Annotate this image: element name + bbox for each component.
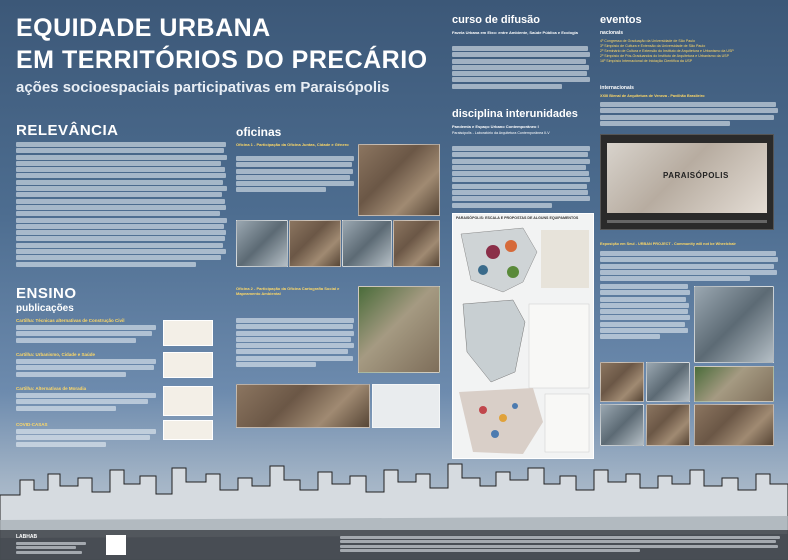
oficina-2-text bbox=[236, 318, 354, 368]
cartilha-3-thumbnail bbox=[163, 386, 213, 416]
oficina-2-group-photo bbox=[236, 384, 370, 428]
exposicao-photo-4 bbox=[600, 404, 644, 446]
video-player[interactable] bbox=[600, 134, 774, 230]
video-progress-bar[interactable] bbox=[607, 220, 767, 223]
title-line-1: EQUIDADE URBANA bbox=[16, 14, 271, 42]
video-title: PARAISÓPOLIS bbox=[663, 171, 729, 180]
cartilha-2-title: Cartilha: Urbanismo, Cidade e Saúde bbox=[16, 352, 96, 357]
oficina-photo-c bbox=[342, 220, 392, 267]
nacional-item: 3º Simpósio de Cultura e Extensão da Universidade de São Paulo bbox=[600, 44, 706, 48]
curso-subtitle: Favela Urbana em Eixo: entre Ambiente, Saúde Pública e Ecologia bbox=[452, 30, 578, 35]
publicacoes-label: publicações bbox=[16, 303, 74, 314]
disciplina-heading: disciplina interunidades bbox=[452, 108, 578, 120]
curso-text bbox=[452, 46, 590, 90]
oficina-2-photo bbox=[358, 286, 440, 373]
covid-casas-thumbnail bbox=[163, 420, 213, 440]
exposicao-photo-6 bbox=[694, 404, 774, 446]
cartilha-1-thumbnail bbox=[163, 320, 213, 346]
exposicao-text-2 bbox=[600, 284, 690, 341]
cartilha-3-text bbox=[16, 393, 156, 412]
exposicao-photo-5 bbox=[646, 404, 690, 446]
exposicao-photo-1 bbox=[600, 362, 644, 402]
disciplina-text bbox=[452, 146, 590, 209]
internacionais-label: internacionais bbox=[600, 85, 634, 91]
nacional-item: 4º Congresso de Graduação da Universidade de São Paulo bbox=[600, 39, 696, 43]
disciplina-subtitle-2: Paraisópolis - Laboratório da Arquitetura Contemporânea II-V bbox=[452, 131, 550, 135]
exposicao-text bbox=[600, 251, 778, 282]
covid-casas-text bbox=[16, 429, 156, 448]
map-panel bbox=[452, 213, 594, 459]
title-line-2: EM TERRITÓRIOS DO PRECÁRIO bbox=[16, 46, 428, 74]
eventos-heading: eventos bbox=[600, 14, 642, 26]
exposicao-title: Exposição em Seul - URBAN PROJECT - Community will not be Wheelchair bbox=[600, 242, 736, 246]
poster-subtitle: ações socioespaciais participativas em Paraisópolis bbox=[16, 79, 390, 96]
cartilha-2-thumbnail bbox=[163, 352, 213, 378]
oficina-1-photo bbox=[358, 144, 440, 216]
oficina-1-text bbox=[236, 156, 354, 194]
footer-logo: LABHAB bbox=[16, 534, 38, 540]
footer-bar bbox=[0, 530, 788, 560]
relevancia-heading: RELEVÂNCIA bbox=[16, 122, 119, 139]
disciplina-subtitle: Pandemia e Espaço Urbano Contemporâneo I bbox=[452, 124, 539, 129]
internacional-text bbox=[600, 102, 778, 127]
nacionais-label: nacionais bbox=[600, 30, 624, 36]
oficina-2-label: Oficina 2 - Participação da Oficina Cartografia Social e Mapeamento Ambiental bbox=[236, 286, 340, 296]
oficina-photo-d bbox=[393, 220, 440, 267]
video-frame bbox=[607, 143, 767, 213]
footer-credits bbox=[16, 542, 96, 555]
cartilha-1-text bbox=[16, 325, 156, 344]
oficinas-heading: oficinas bbox=[236, 125, 282, 139]
cartilha-3-title: Cartilha: Alternativas de Moradia bbox=[16, 386, 87, 391]
oficina-2-map-photo bbox=[372, 384, 440, 428]
nacional-item: 2º Simpósio de Pós-Graduandos do Instituto de Arquitetura e Urbanismo da USP bbox=[600, 54, 729, 58]
map-panel-graphics bbox=[453, 222, 593, 458]
cartilha-1-title: Cartilha: Técnicas alternativas de Construção Civil bbox=[16, 318, 125, 323]
qr-code[interactable] bbox=[106, 535, 126, 555]
footer-references bbox=[340, 536, 780, 553]
curso-heading: curso de difusão bbox=[452, 14, 541, 26]
exposicao-photo-2 bbox=[646, 362, 690, 402]
cartilha-2-text bbox=[16, 359, 156, 378]
internacional-item: XXIII Bienal de Arquitetura de Veneza - Pavilhão Brasileiro bbox=[600, 94, 705, 98]
oficina-photo-b bbox=[289, 220, 341, 267]
relevancia-text bbox=[16, 142, 228, 268]
nacional-item: 2º Seminário de Cultura e Extensão do Instituto de Arquitetura e Urbanismo da USP bbox=[600, 49, 734, 53]
exposicao-photo-3 bbox=[694, 366, 774, 402]
nacionais-list bbox=[600, 39, 778, 64]
exposicao-photo-large bbox=[694, 286, 774, 363]
covid-casas-title: COVID-CASAS bbox=[16, 422, 48, 427]
poster-title bbox=[16, 12, 428, 76]
oficina-photo-a bbox=[236, 220, 288, 267]
map-panel-title: PARAISÓPOLIS: ESCALA E PROPOSTAS DE ALGUNS EQUIPAMENTOS bbox=[456, 216, 579, 220]
ensino-heading: ENSINO bbox=[16, 285, 77, 302]
nacional-item: 18º Simpósio Internacional de Iniciação Científica da USP bbox=[600, 59, 693, 63]
oficina-1-label: Oficina 1 - Participação da Oficina Juntas, Cidade e Gênero bbox=[236, 142, 349, 147]
